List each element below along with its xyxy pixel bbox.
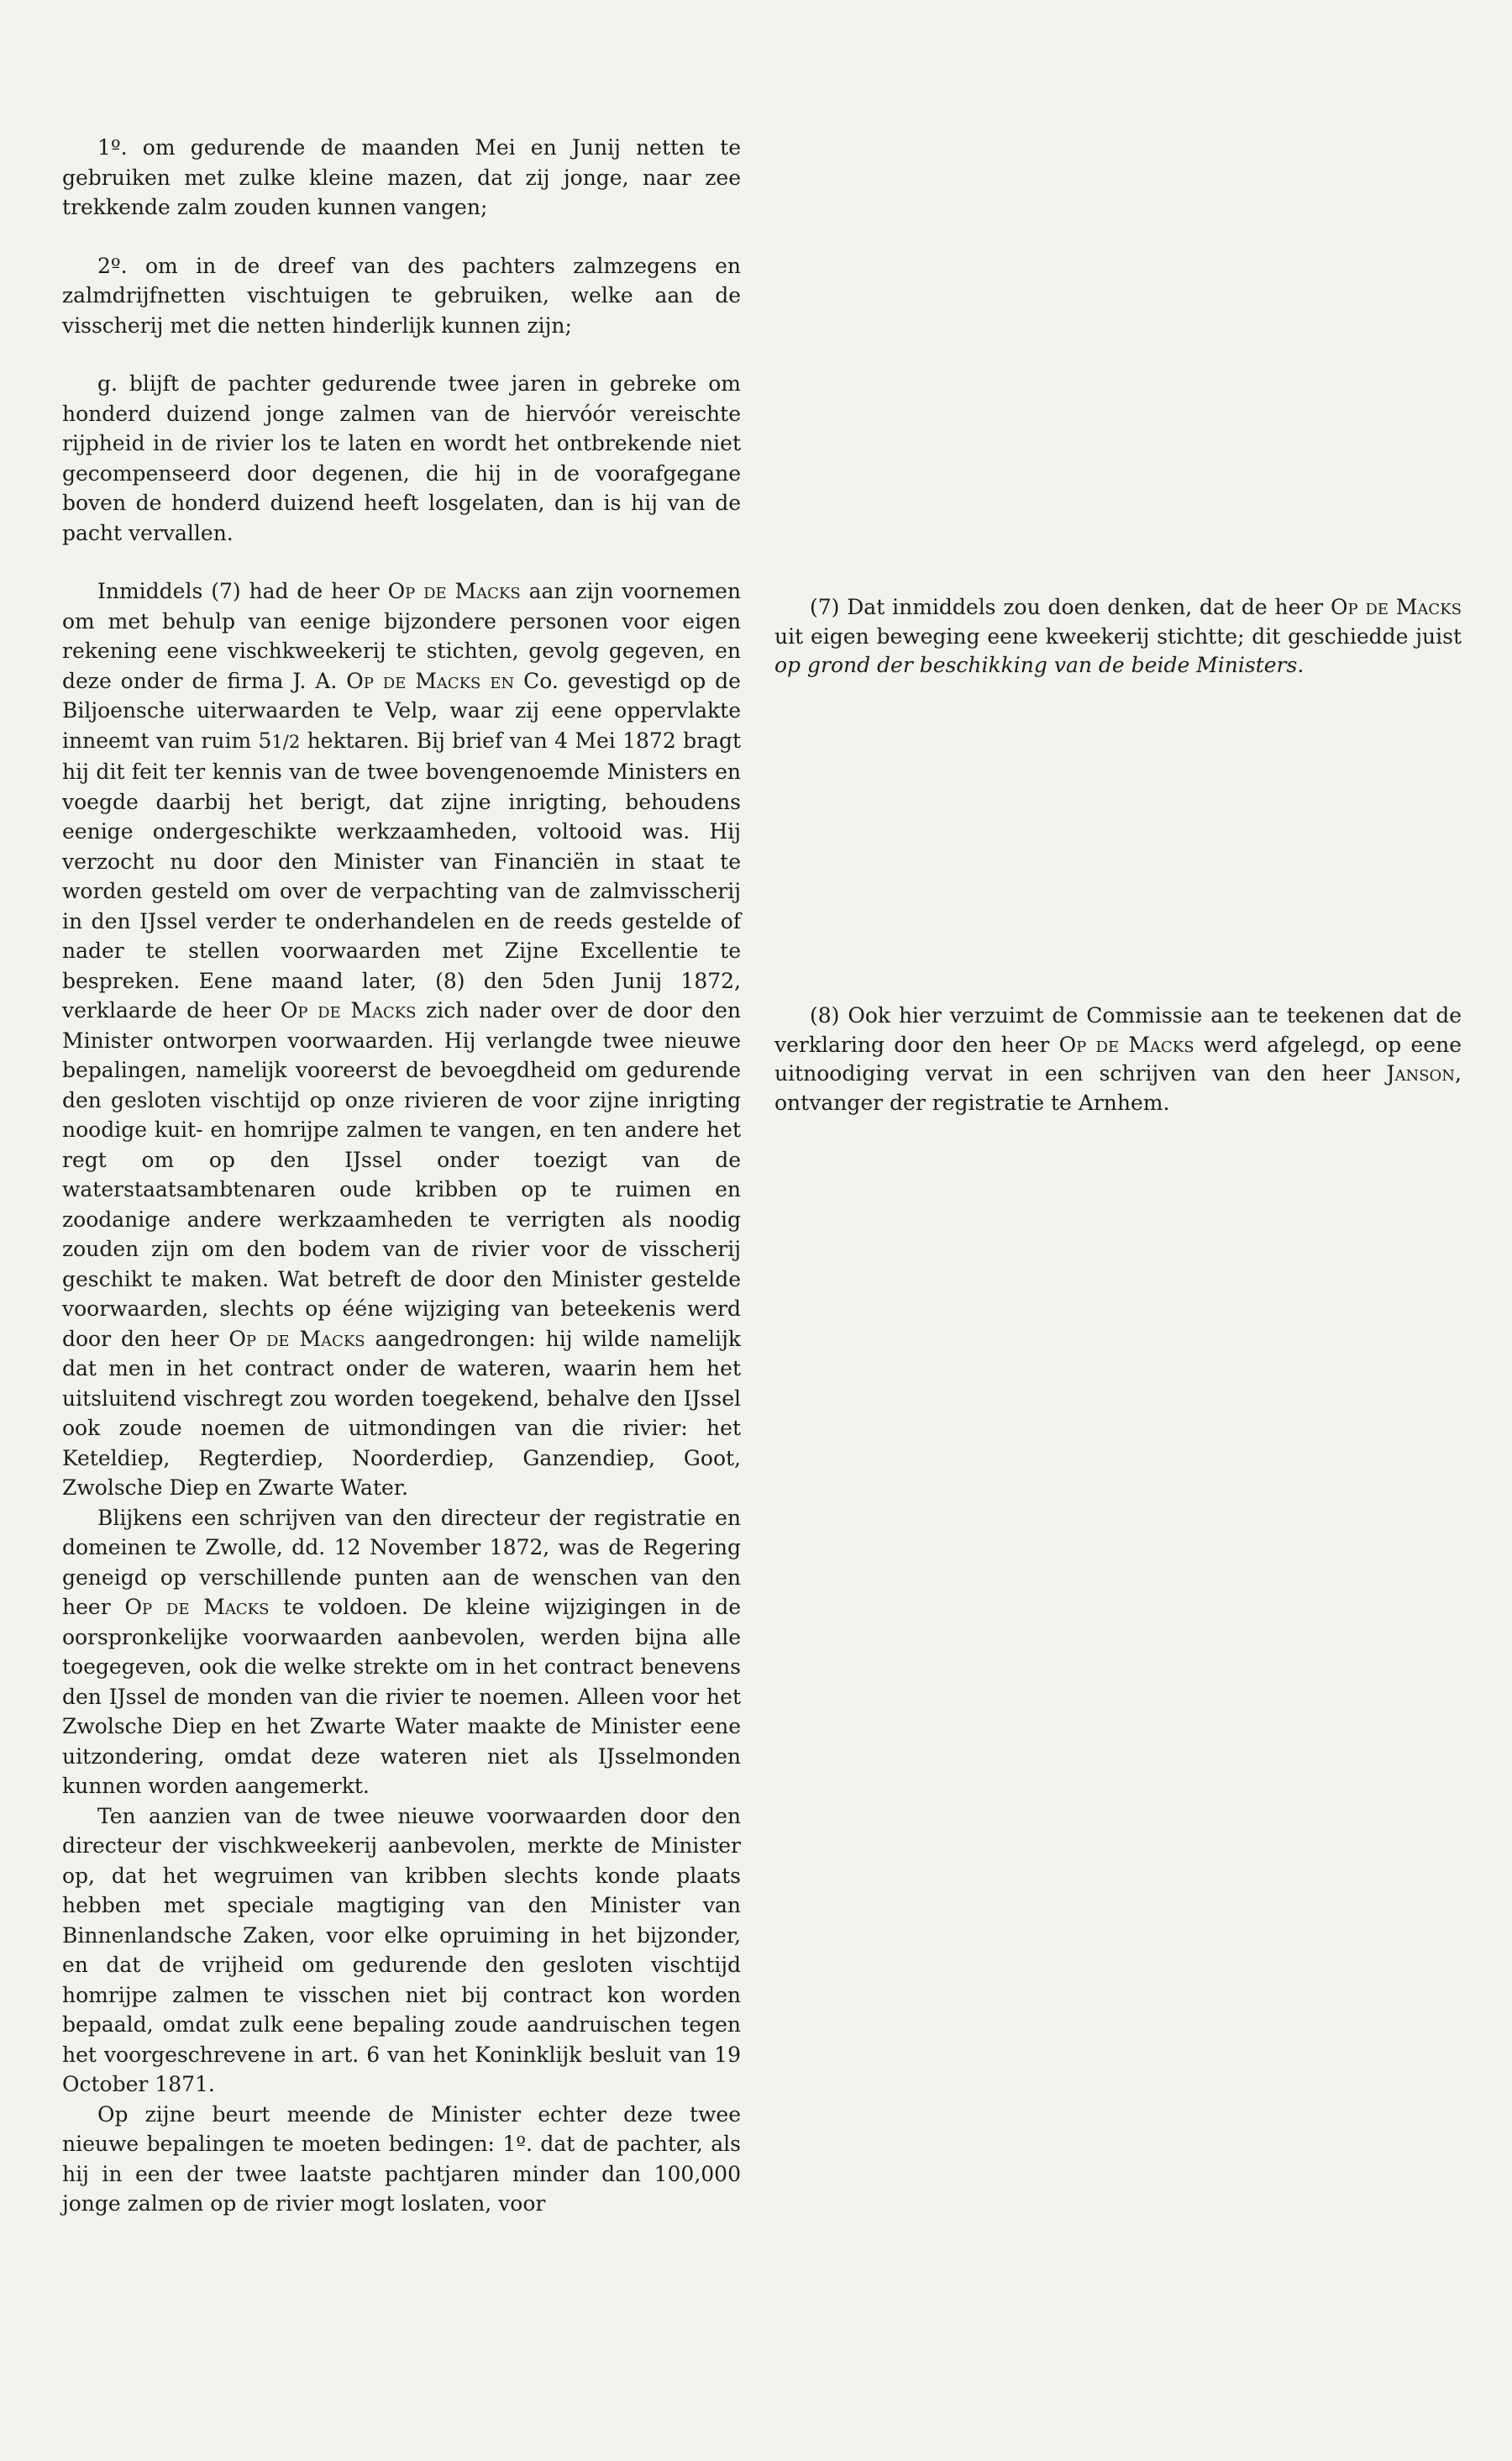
emphasis: op grond der beschikking van de beide Ministers.	[774, 653, 1305, 677]
person-name: Janson	[1386, 1061, 1456, 1086]
text: hektaren. Bij brief van 4 Mei 1872 bragt hij dit feit ter kennis van de twee bovengenoemde Ministers en voegde daarbij het berigt, dat zijne inrigting, behoudens eenige ondergeschikte werkzaamheden, voltooid was. Hij verzocht nu door den Minister van Financiën in staat te worden gesteld om over de verpachting van de zalmvisscherij in den IJssel verder te onderhandelen en de reeds gestelde of nader te stellen voorwaarden met Zijne Excellentie te bespreken. Eene maand later, (8) den 5den Junij 1872, verklaarde de heer	[62, 728, 741, 1023]
text: aangedrongen: hij wilde namelijk dat men in het contract onder de wateren, waarin hem het uitsluitend vischregt zou worden toegekend, behalve den IJssel ook zoude noemen de uitmondingen van die rivier: het Keteldiep, Regterdiep, Noorderdiep, Ganzendiep, Goot, Zwolsche Diep en Zwarte Water.	[62, 1326, 741, 1500]
text: Inmiddels (7) had de heer	[97, 579, 388, 603]
main-text-column	[62, 133, 741, 2219]
footnote-7	[774, 593, 1462, 681]
text: te voldoen. De kleine wijzigingen in de oorspronkelijke voorwaarden aanbevolen, werden bijna alle toegegeven, ook die welke strekte om in het contract benevens den IJssel de monden van die rivier te noemen. Alleen voor het Zwolsche Diep en het Zwarte Water maakte de Minister eene uitzondering, omdat deze wateren niet als IJsselmonden kunnen worden aangemerkt.	[62, 1595, 741, 1798]
fraction: 1/2	[271, 731, 301, 752]
paragraph-ten-aanzien: Ten aanzien van de twee nieuwe voorwaarden door den directeur der vischkweekerij aanbevolen, merkte de Minister op, dat het wegruimen van kribben slechts konde plaats hebben met speciale magtiging van den Minister van Binnenlandsche Zaken, voor elke opruiming in het bijzonder, en dat de vrijheid om gedurende den gesloten vischtijd homrijpe zalmen te visschen niet bij contract kon worden bepaald, omdat zulk eene bepaling zoude aandruischen tegen het voorgeschrevene in art. 6 van het Koninklijk besluit van 19 October 1871.	[62, 1803, 741, 2096]
footnote-8-text	[774, 1002, 1462, 1117]
text: zich nader over de door den Minister ontworpen voorwaarden. Hij verlangde twee nieuwe bepalingen, namelijk vooreerst de bevoegdheid om gedurende den gesloten vischtijd op onze rivieren de voor zijne inrigting noodige kuit- en homrijpe zalmen te vangen, en ten andere het regt om op den IJssel onder toezigt van de waterstaatsambtenaren oude kribben op te ruimen en zoodanige andere werkzaamheden te verrigten als noodig zouden zijn om den bodem van de rivier voor de visscherij geschikt te maken. Wat betreft de door den Minister gestelde voorwaarden, slechts op ééne wijziging van beteekenis werd door den heer	[62, 998, 741, 1351]
text: Blijkens een schrijven van den directeur der registratie en domeinen te Zwolle, dd. 12 November 1872, was de Regering geneigd op verschillende punten aan de wenschen van den heer	[62, 1505, 741, 1619]
person-name: Op de Macks	[228, 1326, 365, 1351]
person-name: Op de Macks	[387, 579, 521, 603]
paragraph-blijkens	[62, 1503, 741, 1801]
person-name: Op de Macks	[124, 1595, 270, 1619]
text: (7) Dat inmiddels zou doen denken, dat de heer	[810, 595, 1331, 619]
text: (8) Ook hier verzuimt de Commissie aan te teekenen dat de verklaring door den heer	[774, 1003, 1462, 1057]
paragraph-inmiddels	[62, 576, 741, 1503]
person-name: Op de Macks	[1058, 1032, 1194, 1057]
clause-g: g. blijft de pachter gedurende twee jaren in gebreke om honderd duizend jonge zalmen van de hiervóór vereischte rijpheid in de rivier los te laten en wordt het ontbrekende niet gecompenseerd door degenen, die hij in de voorafgegane boven de honderd duizend heeft losgelaten, dan is hij van de pacht vervallen.	[62, 371, 741, 545]
clause-2: 2º. om in de dreef van des pachters zalmzegens en zalmdrijfnetten vischtuigen te gebruiken, welke aan de visscherij met die netten hinderlijk kunnen zijn;	[62, 253, 741, 338]
text: Co. gevestigd op de Biljoensche uiterwaarden te Velp, waar zij eene oppervlakte inneemt van ruim 5	[62, 668, 741, 753]
text: aan zijn voornemen om met behulp van eenige bijzondere personen voor eigen rekening eene vischkweekerij te stichten, gevolg gegeven, en deze onder de firma J. A.	[62, 579, 741, 693]
firm-name: Op de Macks en	[346, 668, 515, 693]
footnote-8	[774, 1002, 1462, 1117]
text: werd afgelegd, op eene uitnoodiging vervat in een schrijven van den heer	[774, 1032, 1462, 1086]
text: , ontvanger der registratie te Arnhem.	[774, 1061, 1462, 1115]
text: uit eigen beweging eene kweekerij stichtte; dit geschiedde juist	[774, 623, 1462, 649]
paragraph-op-zijne-beurt: Op zijne beurt meende de Minister echter deze twee nieuwe bepalingen te moeten bedingen: 1º. dat de pachter, als hij in een der twee laatste pachtjaren minder dan 100,000 jonge zalmen op de rivier mogt loslaten, voor	[62, 2101, 741, 2216]
clause-1: 1º. om gedurende de maanden Mei en Junij netten te gebruiken met zulke kleine mazen, dat zij jonge, naar zee trekkende zalm zouden kunnen vangen;	[62, 135, 741, 219]
person-name: Op de Macks	[1330, 595, 1462, 619]
person-name: Op de Macks	[280, 998, 417, 1023]
footnote-7-text	[774, 593, 1462, 681]
